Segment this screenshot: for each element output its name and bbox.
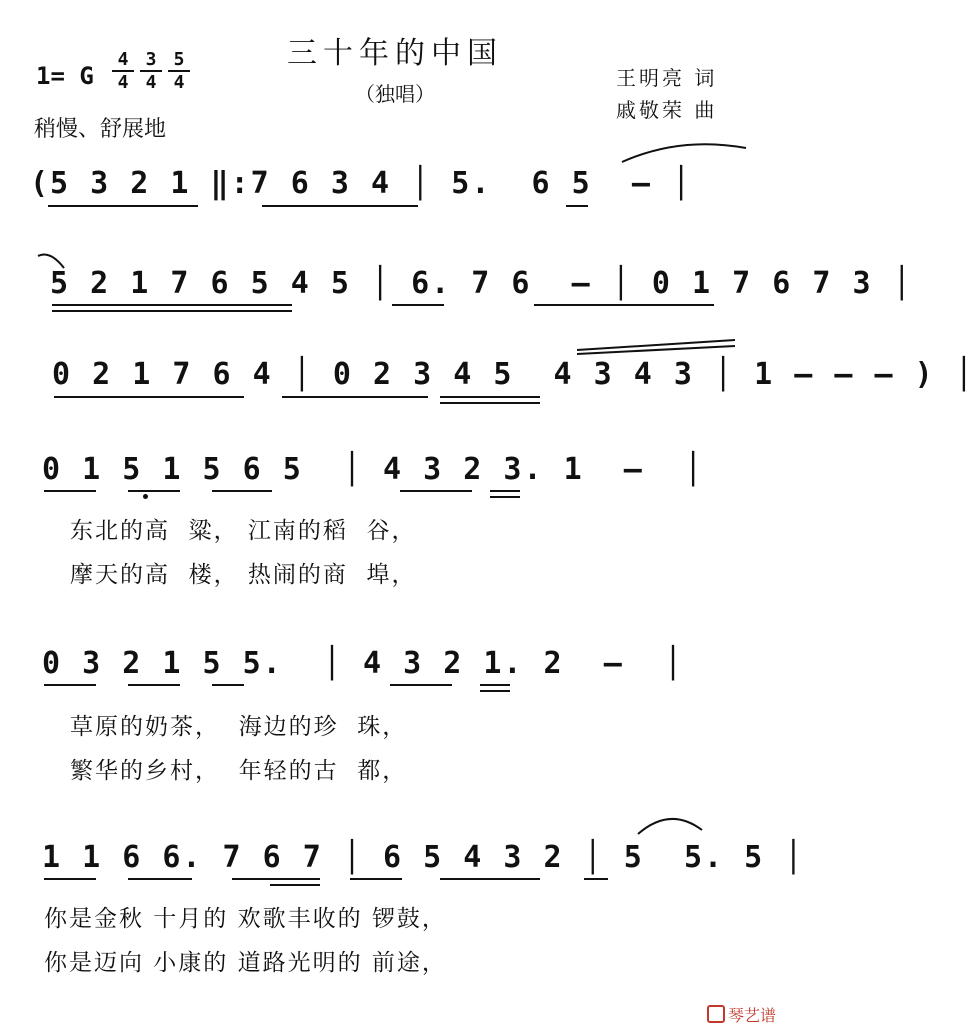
lyrics-verse2-line1: 草原的奶茶， 海边的珍 珠，	[70, 714, 408, 740]
song-subtitle: （独唱）	[355, 82, 435, 106]
time-signature-3-4: 3 4	[140, 50, 162, 92]
lyricist-credit: 王明亮 词	[616, 66, 718, 90]
lyrics-verse2-line2: 繁华的乡村， 年轻的古 都，	[70, 758, 408, 784]
tempo-marking: 稍慢、舒展地	[34, 117, 167, 142]
song-title: 三十年的中国	[287, 36, 503, 71]
tie-mark	[636, 812, 706, 838]
logo-icon	[707, 1005, 725, 1023]
time-signature-4-4: 4 4	[112, 50, 134, 92]
score-line-2: 5 2 1 7 6 5 4 5 │ 6. 7 6 – │ 0 1 7 6 7 3 │	[50, 266, 913, 301]
score-line-4: 0 1 5 1 5 6 5 │ 4 3 2 3. 1 – │	[42, 452, 705, 487]
slur-mark	[620, 136, 750, 166]
composer-credit: 戚敬荣 曲	[616, 98, 718, 122]
score-line-1: (5 3 2 1 ‖:7 6 3 4 │ 5. 6 5 – │	[30, 166, 693, 201]
score-line-6: 1 1 6 6. 7 6 7 │ 6 5 4 3 2 │ 5 5. 5 │	[42, 840, 805, 875]
slur-start-mark	[36, 250, 66, 274]
key-signature: 1= G	[36, 62, 94, 90]
lyrics-verse1-line1: 东北的高 粱， 江南的稻 谷，	[70, 518, 417, 544]
repeat-slur-mark	[575, 336, 745, 356]
lyrics-verse3-line1: 你是金秋 十月的 欢歌丰收的 锣鼓，	[44, 906, 447, 932]
lyrics-verse3-line2: 你是迈向 小康的 道路光明的 前途，	[44, 950, 447, 976]
score-line-5: 0 3 2 1 5 5. │ 4 3 2 1. 2 – │	[42, 646, 684, 681]
lyrics-verse1-line2: 摩天的高 楼， 热闹的商 埠，	[70, 562, 417, 588]
site-watermark: 琴艺谱	[707, 1003, 776, 1026]
score-line-3: 0 2 1 7 6 4 │ 0 2 3 4 5 4 3 4 3 │ 1 – – – ) │	[52, 357, 975, 392]
time-signature-5-4: 5 4	[168, 50, 190, 92]
